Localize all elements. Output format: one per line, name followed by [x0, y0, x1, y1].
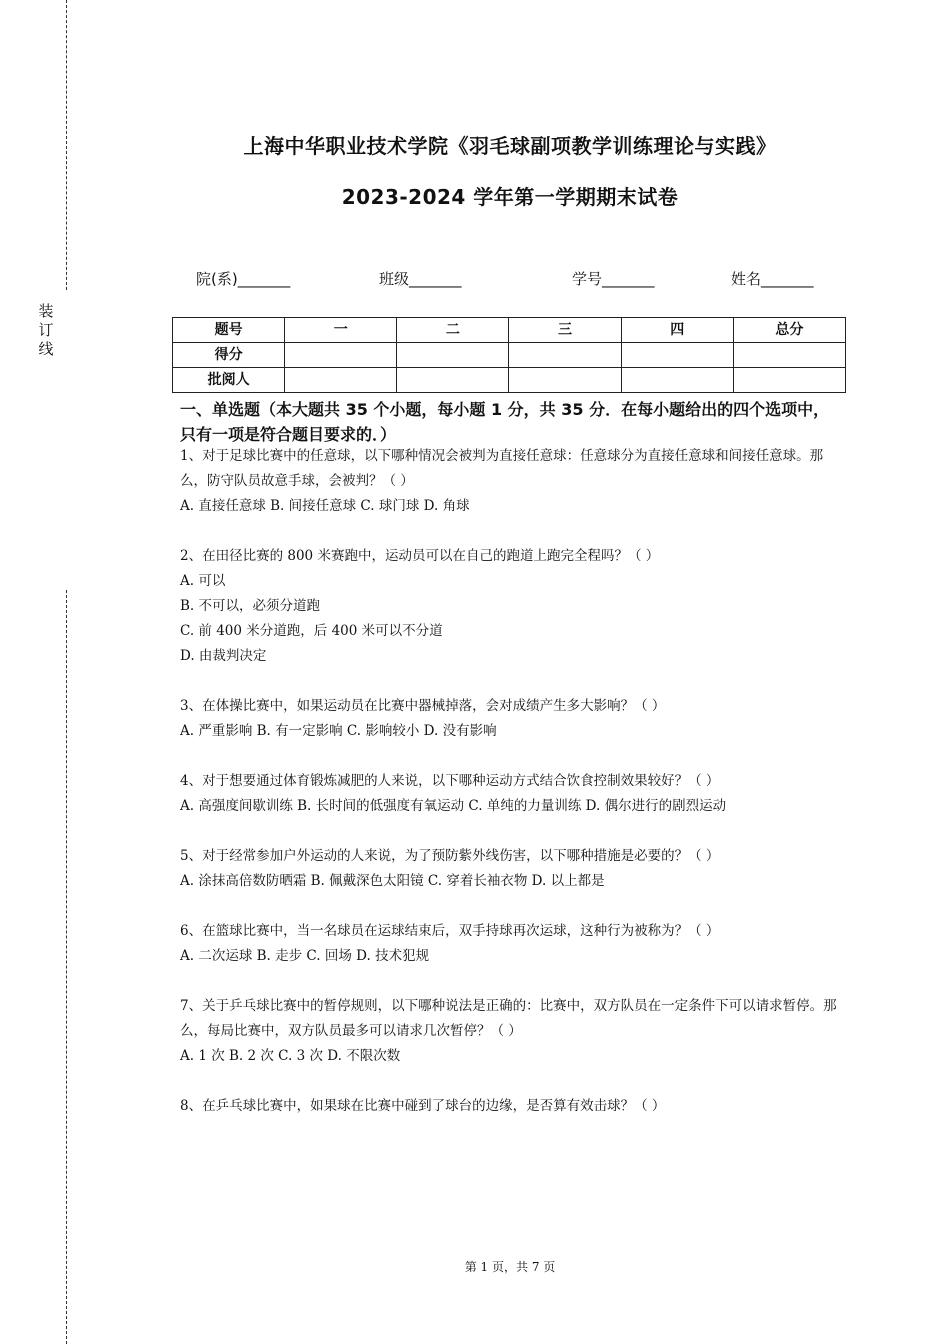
reviewer-row — [173, 368, 846, 393]
reviewer-row-label: 批阅人 — [173, 368, 285, 393]
question-list — [180, 444, 840, 1144]
student-info-row — [0, 268, 950, 292]
question-option: A. 1 次 B. 2 次 C. 3 次 D. 不限次数 — [180, 1048, 401, 1064]
score-cell — [285, 343, 397, 368]
reviewer-cell — [733, 368, 845, 393]
question-text: 4、对于想要通过体育锻炼减肥的人来说，以下哪种运动方式结合饮食控制效果较好？（ ） — [180, 773, 720, 789]
section-heading: 一、单选题（本大题共 35 个小题，每小题 1 分，共 35 分．在每小题给出的四个选项中，只有一项是符合题目要求的．） — [180, 400, 830, 444]
question-option: B. 不可以，必须分道跑 — [180, 598, 321, 614]
score-table-header-row — [173, 318, 846, 343]
question-option: A. 可以 — [180, 573, 226, 589]
score-cell — [621, 343, 733, 368]
name-field: 姓名_______ — [731, 270, 814, 288]
question-option: A. 二次运球 B. 走步 C. 回场 D. 技术犯规 — [180, 948, 430, 964]
score-header-cell: 一 — [285, 318, 397, 343]
question-option: D. 由裁判决定 — [180, 648, 267, 664]
score-header-cell: 四 — [621, 318, 733, 343]
page-footer: 第 1 页，共 7 页 — [464, 1260, 556, 1274]
exam-title-line1: 上海中华职业技术学院《羽毛球副项教学训练理论与实践》 — [243, 134, 777, 158]
score-header-cell: 三 — [509, 318, 621, 343]
question-item — [180, 444, 840, 519]
exam-title-line2: 2023-2024 学年第一学期期末试卷 — [341, 185, 679, 209]
question-text: 2、在田径比赛的 800 米赛跑中，运动员可以在自己的跑道上跑完全程吗？（ ） — [180, 548, 660, 564]
reviewer-cell — [397, 368, 509, 393]
question-text: 6、在篮球比赛中，当一名球员在运球结束后，双手持球再次运球，这种行为被称为？（ ） — [180, 923, 720, 939]
reviewer-cell — [285, 368, 397, 393]
question-item — [180, 769, 840, 819]
question-option: A. 直接任意球 B. 间接任意球 C. 球门球 D. 角球 — [180, 498, 470, 514]
score-row-label: 得分 — [173, 343, 285, 368]
department-field: 院(系)_______ — [196, 270, 291, 288]
question-option: C. 前 400 米分道跑，后 400 米可以不分道 — [180, 623, 443, 639]
question-text: 8、在乒乓球比赛中，如果球在比赛中碰到了球台的边缘，是否算有效击球？（ ） — [180, 1098, 666, 1114]
question-text: 5、对于经常参加户外运动的人来说，为了预防紫外线伤害，以下哪种措施是必要的？（ ） — [180, 848, 720, 864]
question-option: A. 严重影响 B. 有一定影响 C. 影响较小 D. 没有影响 — [180, 723, 497, 739]
question-text: 3、在体操比赛中，如果运动员在比赛中器械掉落，会对成绩产生多大影响？（ ） — [180, 698, 666, 714]
score-cell — [397, 343, 509, 368]
score-header-cell: 题号 — [173, 318, 285, 343]
question-item — [180, 994, 840, 1069]
score-cell — [733, 343, 845, 368]
score-header-cell: 总分 — [733, 318, 845, 343]
question-item — [180, 844, 840, 894]
question-option: A. 涂抹高倍数防晒霜 B. 佩戴深色太阳镜 C. 穿着长袖衣物 D. 以上都是 — [180, 873, 605, 889]
question-text: 7、关于乒乓球比赛中的暂停规则，以下哪种说法是正确的：比赛中，双方队员在一定条件下可以请求暂停。那么，每局比赛中，双方队员最多可以请求几次暂停？（ ） — [180, 998, 837, 1039]
question-item — [180, 919, 840, 969]
score-table — [172, 317, 846, 393]
question-text: 1、对于足球比赛中的任意球，以下哪种情况会被判为直接任意球：任意球分为直接任意球和间接任意球。那么，防守队员故意手球，会被判？（ ） — [180, 448, 824, 489]
class-field: 班级_______ — [379, 270, 462, 288]
question-item — [180, 1094, 840, 1119]
score-cell — [509, 343, 621, 368]
reviewer-cell — [509, 368, 621, 393]
question-option: A. 高强度间歇训练 B. 长时间的低强度有氧运动 C. 单纯的力量训练 D. 偶尔进行的剧烈运动 — [180, 798, 727, 814]
score-row — [173, 343, 846, 368]
question-item — [180, 694, 840, 744]
student-id-field: 学号_______ — [572, 270, 655, 288]
question-item — [180, 544, 840, 669]
score-header-cell: 二 — [397, 318, 509, 343]
reviewer-cell — [621, 368, 733, 393]
binding-label: 装订线 — [38, 302, 54, 358]
binding-line-bottom — [66, 590, 67, 1344]
